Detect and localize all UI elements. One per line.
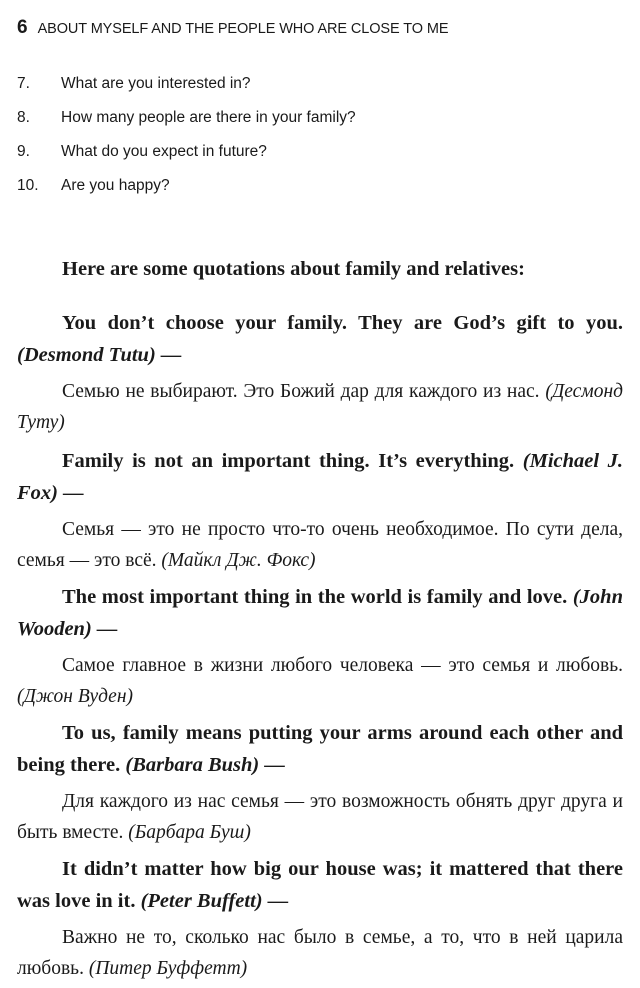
quotations-heading: Here are some quotations about family and relatives: [62,258,525,280]
translation-author: (Барбара Буш) [128,822,251,843]
quote-russian [17,922,623,984]
list-item [17,72,617,106]
quote-english [17,445,623,509]
quote-block [17,307,623,438]
quote-text: Family is not an important thing. It’s everything. [62,450,515,472]
quote-block [17,581,623,712]
quote-text: The most important thing in the world is family and love. [62,586,568,608]
question-text: How many people are there in your family? [61,109,356,126]
question-text: Are you happy? [61,177,170,194]
list-item [17,174,617,208]
question-text: What are you interested in? [61,75,251,92]
translation-author: (Питер Буффетт) [88,958,248,979]
question-number: 10. [17,177,39,194]
question-number: 7. [17,75,30,92]
quote-english [17,853,623,917]
quote-russian [17,650,623,712]
translation-text: Важно не то, сколько нас было в семье, а то, что в ней царила любовь. [17,927,623,979]
list-item [17,140,617,174]
running-title: ABOUT MYSELF AND THE PEOPLE WHO ARE CLOSE TO ME [37,21,449,37]
quote-text: It didn’t matter how big our house was; it mattered that there was love in it. [17,858,623,912]
quote-author: (John Wooden) — [17,586,623,640]
translation-text: Семью не выбирают. Это Божий дар для каждого из нас. [62,381,540,402]
quote-author: (Peter Buffett) — [140,890,289,912]
quote-russian [17,514,623,576]
translation-author: (Десмонд Туту) [17,381,624,433]
translation-text: Для каждого из нас семья — это возможность обнять друг друга и быть вместе. [17,791,623,843]
translation-author: (Джон Вуден) [17,686,134,707]
page-number: 6 [17,17,28,38]
quote-text: You don’t choose your family. They are God’s gift to you. [62,312,623,334]
quote-author: (Barbara Bush) — [125,754,285,776]
quote-block [17,853,623,984]
quote-russian [17,376,623,438]
question-number: 9. [17,143,30,160]
quote-block [17,717,623,848]
quote-english [17,717,623,781]
quote-block [17,445,623,576]
quote-text: To us, family means putting your arms around each other and being there. [17,722,623,776]
quote-english [17,307,623,371]
quote-russian [17,786,623,848]
quote-author: (Michael J. Fox) — [17,450,624,504]
translation-author: (Майкл Дж. Фокс) [161,550,316,571]
question-list [17,72,617,208]
quote-english [17,581,623,645]
translation-text: Самое главное в жизни любого человека — это семья и любовь. [62,655,623,676]
page-header [17,17,448,39]
question-number: 8. [17,109,30,126]
quote-author: (Desmond Tutu) — [17,344,182,366]
translation-text: Семья — это не просто что-то очень необходимое. По сути дела, семья — это всё. [17,519,623,571]
list-item [17,106,617,140]
question-text: What do you expect in future? [61,143,267,160]
